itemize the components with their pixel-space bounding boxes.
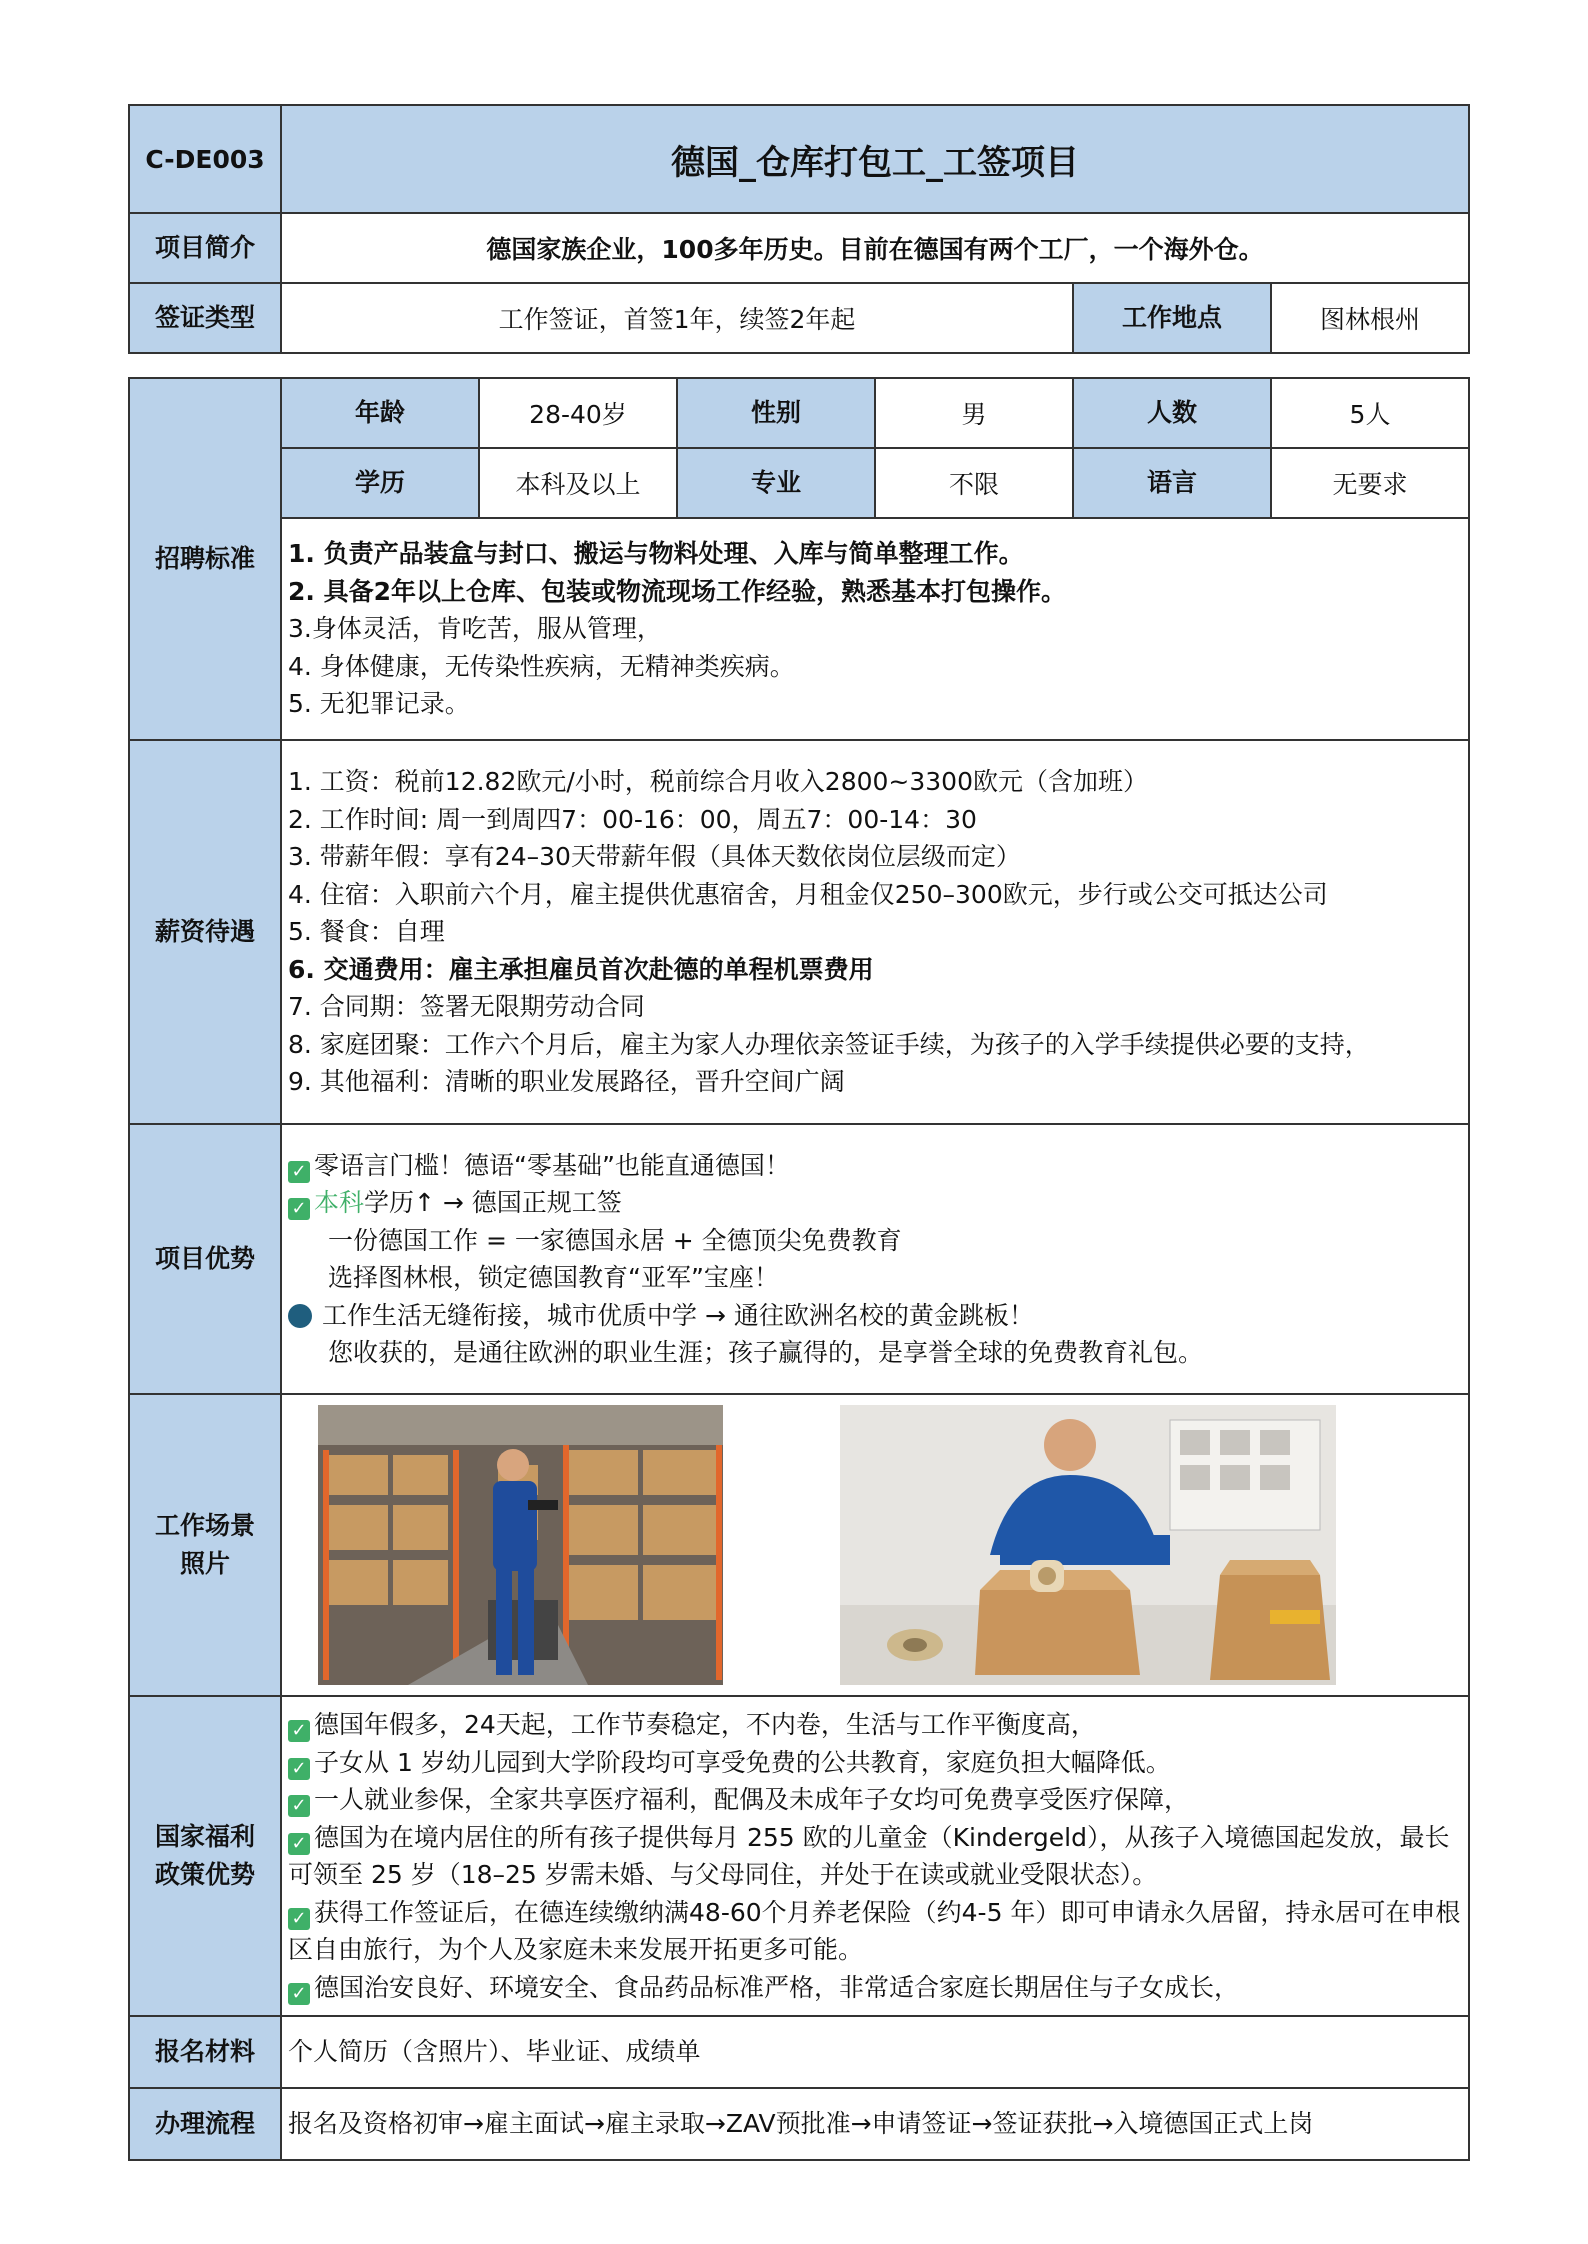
salary-item: 2. 工作时间: 周一到周四7：00-16：00，周五7：00-14：30 xyxy=(288,804,977,834)
warehouse-scanning-photo xyxy=(318,1405,723,1685)
advantage-item: 一份德国工作 = 一家德国永居 + 全德顶尖免费教育 xyxy=(328,1225,902,1255)
location-label: 工作地点 xyxy=(1073,283,1271,353)
check-icon: ✓ xyxy=(288,1720,310,1742)
count-label: 人数 xyxy=(1073,378,1271,448)
materials-text: 个人简历（含照片）、毕业证、成绩单 xyxy=(281,2016,1469,2088)
major-label: 专业 xyxy=(677,448,875,518)
check-icon: ✓ xyxy=(288,1758,310,1780)
materials-label: 报名材料 xyxy=(129,2016,281,2088)
salary-label: 薪资待遇 xyxy=(129,740,281,1124)
location-value: 图林根州 xyxy=(1271,283,1469,353)
project-code: C-DE003 xyxy=(129,105,281,213)
requirement-item: 3.身体灵活，肯吃苦，服从管理， xyxy=(288,614,662,644)
globe-icon xyxy=(288,1304,312,1328)
salary-item: 4. 住宿：入职前六个月，雇主提供优惠宿舍，月租金仅250–300欧元，步行或公交可抵达公司 xyxy=(288,879,1328,909)
check-icon: ✓ xyxy=(288,1795,310,1817)
advantage-item: 选择图林根，锁定德国教育“亚军”宝座！ xyxy=(328,1263,779,1292)
advantage-item: 工作生活无缝衔接，城市优质中学 → 通往欧洲名校的黄金跳板！ xyxy=(288,1297,1462,1335)
visa-value: 工作签证，首签1年，续签2年起 xyxy=(281,283,1073,353)
gender-label: 性别 xyxy=(677,378,875,448)
advantage-item: ✓ 零语言门槛！德语“零基础”也能直通德国！ xyxy=(288,1147,1462,1185)
lang-label: 语言 xyxy=(1073,448,1271,518)
advantage-item: ✓ 本科学历↑ → 德国正规工签 xyxy=(288,1184,1462,1222)
age-label: 年龄 xyxy=(281,378,479,448)
welfare-label: 国家福利 政策优势 xyxy=(129,1696,281,2016)
process-label: 办理流程 xyxy=(129,2088,281,2160)
salary-item: 1. 工资：税前12.82欧元/小时，税前综合月收入2800~3300欧元（含加班） xyxy=(288,767,1148,797)
recruit-label: 招聘标准 xyxy=(129,378,281,740)
count-value: 5人 xyxy=(1271,378,1469,448)
major-value: 不限 xyxy=(875,448,1073,518)
requirement-item: 1. 负责产品装盒与封口、搬运与物料处理、入库与简单整理工作。 xyxy=(288,539,1024,569)
welfare-item: ✓ 子女从 1 岁幼儿园到大学阶段均可享受免费的公共教育，家庭负担大幅降低。 xyxy=(288,1744,1462,1782)
intro-text: 德国家族企业，100多年历史。目前在德国有两个工厂，一个海外仓。 xyxy=(281,213,1469,283)
requirement-item: 2. 具备2年以上仓库、包装或物流现场工作经验，熟悉基本打包操作。 xyxy=(288,576,1066,606)
gender-value: 男 xyxy=(875,378,1073,448)
page-title: 德国_仓库打包工_工签项目 xyxy=(281,105,1469,213)
salary-item: 7. 合同期：签署无限期劳动合同 xyxy=(288,992,645,1022)
requirement-item: 4. 身体健康，无传染性疾病，无精神类疾病。 xyxy=(288,651,795,681)
salary-item: 9. 其他福利：清晰的职业发展路径，晋升空间广阔 xyxy=(288,1067,845,1097)
advantage-list xyxy=(281,1124,1469,1394)
check-icon: ✓ xyxy=(288,1198,310,1220)
salary-list xyxy=(281,740,1469,1124)
welfare-item: ✓ 德国为在境内居住的所有孩子提供每月 255 欧的儿童金（Kindergeld），从孩子入境德国起发放，最长可领至 25 岁（18–25 岁需未婚、与父母同住，并处于在读或就业受限状态）。 xyxy=(288,1822,1450,1889)
advantage-label: 项目优势 xyxy=(129,1124,281,1394)
welfare-item: ✓ 德国治安良好、环境安全、食品药品标准严格，非常适合家庭长期居住与子女成长， xyxy=(288,1969,1462,2007)
check-icon: ✓ xyxy=(288,1908,310,1930)
lang-value: 无要求 xyxy=(1271,448,1469,518)
process-text: 报名及资格初审→雇主面试→雇主录取→ZAV预批准→申请签证→签证获批→入境德国正式上岗 xyxy=(281,2088,1469,2160)
welfare-list xyxy=(281,1696,1469,2016)
packing-boxes-photo xyxy=(840,1405,1336,1685)
requirement-item: 5. 无犯罪记录。 xyxy=(288,689,470,719)
age-value: 28-40岁 xyxy=(479,378,677,448)
check-icon: ✓ xyxy=(288,1161,310,1183)
intro-label: 项目简介 xyxy=(129,213,281,283)
photos-cell xyxy=(281,1394,1469,1696)
edu-value: 本科及以上 xyxy=(479,448,677,518)
salary-item: 3. 带薪年假：享有24–30天带薪年假（具体天数依岗位层级而定） xyxy=(288,842,1021,872)
advantage-item: 您收获的，是通往欧洲的职业生涯；孩子赢得的，是享誉全球的免费教育礼包。 xyxy=(328,1338,1204,1367)
header-table xyxy=(128,104,1470,354)
welfare-item: ✓ 一人就业参保，全家共享医疗福利，配偶及未成年子女均可免费享受医疗保障， xyxy=(288,1781,1462,1819)
edu-label: 学历 xyxy=(281,448,479,518)
photos-label: 工作场景 照片 xyxy=(129,1394,281,1696)
visa-label: 签证类型 xyxy=(129,283,281,353)
salary-item: 5. 餐食：自理 xyxy=(288,917,445,947)
welfare-item: ✓ 德国年假多，24天起，工作节奏稳定，不内卷，生活与工作平衡度高， xyxy=(288,1706,1462,1744)
salary-item: 6. 交通费用：雇主承担雇员首次赴德的单程机票费用 xyxy=(288,954,874,984)
detail-table xyxy=(128,377,1470,2161)
recruit-requirements xyxy=(281,518,1469,740)
welfare-item: ✓ 获得工作签证后，在德连续缴纳满48-60个月养老保险（约4-5 年）即可申请永久居留，持永居可在申根区自由旅行，为个人及家庭未来发展开拓更多可能。 xyxy=(288,1897,1461,1964)
check-icon: ✓ xyxy=(288,1833,310,1855)
salary-item: 8. 家庭团聚：工作六个月后，雇主为家人办理依亲签证手续，为孩子的入学手续提供必要的支持， xyxy=(288,1029,1370,1059)
check-icon: ✓ xyxy=(288,1983,310,2005)
